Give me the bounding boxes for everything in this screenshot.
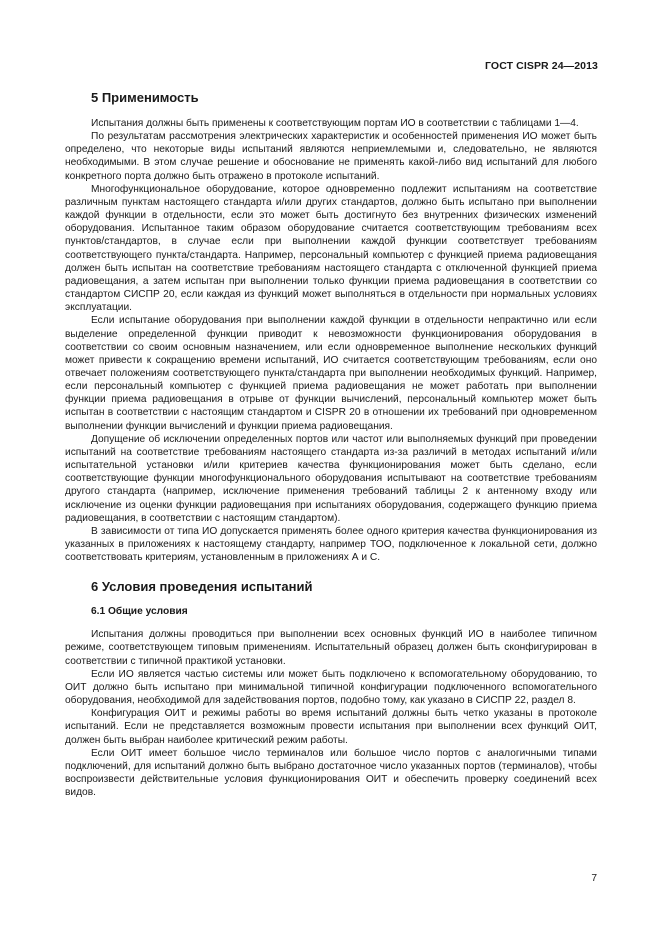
standard-code-header: ГОСТ CISPR 24—2013 xyxy=(485,60,598,72)
section-5-paragraph: Если испытание оборудования при выполнении каждой функции в отдельности непрактично или если выделение определенной функции приводит к невозможности функционирования оборудования в соответствии со своим основным назначением, или если одновременное выполнение нескольких функций может привести к сокращению времени испытаний, ИО считается соответствующим требованиям, если оно отвечает положениям соответствующего пункта/стандарта при выполнении необходимых функций. Например, если персональный компьютер с функцией приема радиовещания не может работать при выполнении функции приема радиовещания в отрыве от функции вычислений, персональный компьютер может быть испытан в соответствии с настоящим стандартом и CISPR 20 в отношении их требований при одновременном выполнении функции вычислений и функции приема радиовещания. xyxy=(65,315,597,432)
section-6-paragraph: Конфигурация ОИТ и режимы работы во время испытаний должны быть четко указаны в протоколе испытаний. Если не представляется возможным провести испытания при выполнении всех функций ОИТ, должен быть выбран наиболее критический режим работы. xyxy=(65,708,597,746)
page-content xyxy=(65,90,597,799)
section-5-paragraph: В зависимости от типа ИО допускается применять более одного критерия качества функционирования из указанных в приложениях к настоящему стандарту, например ТОО, подключенное к локальной сети, должно соответствовать критериям, установленным в приложениях А и С. xyxy=(65,525,597,564)
section-6-paragraph: Если ОИТ имеет большое число терминалов или большое число портов с аналогичными типами подключений, для испытаний должно быть выбрано достаточное число указанных портов (терминалов), чтобы воспроизвести действительные условия функционирования ОИТ и обеспечить проверку соединений всех видов. xyxy=(65,747,597,799)
section-6-paragraph: Если ИО является частью системы или может быть подключено к вспомогательному оборудованию, то ОИТ должно быть испытано при минимальной типичной конфигурации подключенного вспомогательного оборудования, необходимой для задействования портов, подобно тому, как указано в СИСПР 22, раздел 8. xyxy=(65,668,597,707)
section-6-paragraph: Испытания должны проводиться при выполнении всех основных функций ИО в наиболее типичном режиме, соответствующем типовым применениям. Испытательный образец должен быть сконфигурирован в соответствии с типичной практикой установки. xyxy=(65,629,597,667)
page-number: 7 xyxy=(591,873,597,884)
subsection-6-1-title: 6.1 Общие условия xyxy=(91,606,188,618)
section-5-title: 5 Применимость xyxy=(91,90,199,105)
section-6-title: 6 Условия проведения испытаний xyxy=(91,579,313,595)
section-5-paragraph: Испытания должны быть применены к соответствующим портам ИО в соответствии с таблицами 1—4. xyxy=(91,118,579,129)
section-5-paragraph: Допущение об исключении определенных портов или частот или выполняемых функций при проведении испытаний на соответствие требованиям настоящего стандарта из-за различий в методах испытаний и/или испытательной установки и/или критериев качества функционирования может быть сделано, если соответствующие функции многофункционального оборудования испытывают на соответствие требованиям другого стандарта (например, исключение применения требований таблицы 2 к антенному входу или исключение из оценки функции радиовещания при испытаниях оборудования, содержащего функцию приема радиовещания, в соответствии с настоящим стандартом). xyxy=(65,433,597,524)
section-5-paragraph: Многофункциональное оборудование, которое одновременно подлежит испытаниям на соответствие различным пунктам настоящего стандарта и/или других стандартов, должно быть испытано при выполнении каждой функции в отдельности, если это может быть достигнуто без внутренних физических изменений оборудования. Испытанное таким образом оборудование считается соответствующим требованиям всех пунктов/стандартов, в случае если при выполнении каждой функции соответствует требованиям соответствующего пункта/стандарта. Например, персональный компьютер с функцией приема радиовещания должен быть испытан на соответствие требованиям настоящего стандарта с отключенной функцией приема радиовещания, а затем испытан при выполнении только функции приема радиовещания в соответствии со стандартом СИСПР 20, если каждая из функций может выполняться в отдельности при нормальных условиях эксплуатации. xyxy=(65,183,597,314)
section-5-paragraph: По результатам рассмотрения электрических характеристик и особенностей применения ИО может быть определено, что некоторые виды испытаний являются неприемлемыми и, следовательно, не являются необходимыми. В этом случае решение и обоснование не применять какой-либо вид испытаний для любого конкретного порта должно быть отражено в протоколе испытаний. xyxy=(65,131,597,182)
